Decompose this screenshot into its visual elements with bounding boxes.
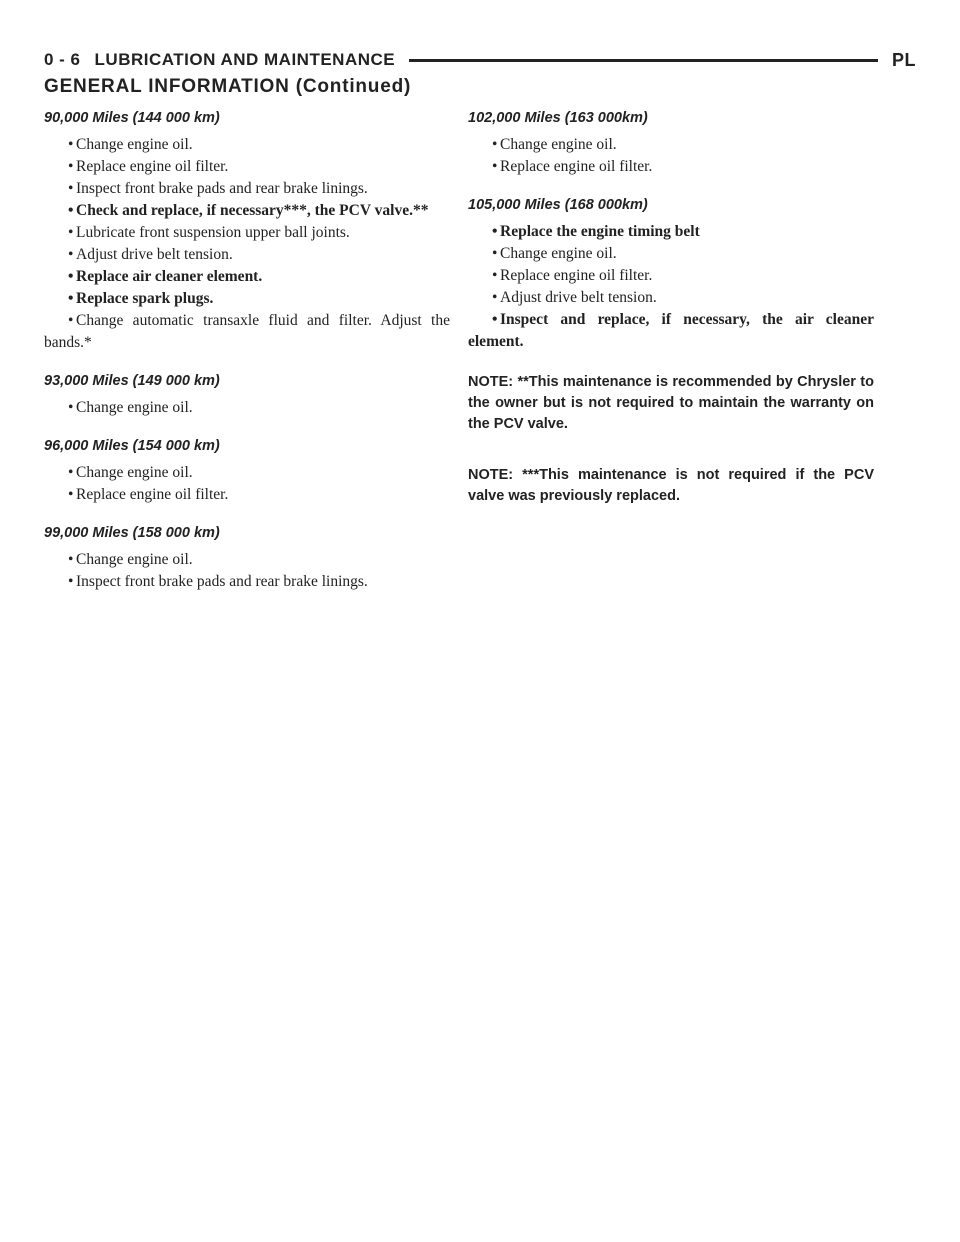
mileage-interval-block	[44, 110, 450, 354]
chapter-title: LUBRICATION AND MAINTENANCE	[94, 50, 396, 69]
left-column	[44, 110, 450, 612]
model-code: PL	[891, 49, 916, 70]
maintenance-item: • Change engine oil.	[44, 134, 450, 156]
section-title: GENERAL INFORMATION (Continued)	[44, 76, 412, 97]
interval-heading: 96,000 Miles (154 000 km)	[44, 438, 220, 454]
maintenance-item: • Replace engine oil filter.	[468, 265, 874, 287]
maintenance-item: • Inspect front brake pads and rear brake linings.	[44, 571, 450, 593]
maintenance-list	[468, 221, 874, 353]
maintenance-item: • Replace engine oil filter.	[44, 484, 450, 506]
maintenance-list	[44, 397, 450, 419]
mileage-interval-block	[44, 525, 450, 593]
maintenance-item: • Change engine oil.	[468, 243, 874, 265]
mileage-interval-block	[44, 438, 450, 506]
right-column	[468, 110, 874, 522]
maintenance-list	[44, 462, 450, 506]
maintenance-item: • Inspect and replace, if necessary, the air cleaner element.	[468, 309, 874, 353]
maintenance-item: • Change engine oil.	[44, 397, 450, 419]
maintenance-item: • Replace engine oil filter.	[468, 156, 874, 178]
maintenance-item: • Adjust drive belt tension.	[44, 244, 450, 266]
maintenance-item: • Replace air cleaner element.	[44, 266, 450, 288]
interval-heading: 105,000 Miles (168 000km)	[468, 197, 648, 213]
mileage-interval-block	[468, 110, 874, 178]
maintenance-item: • Adjust drive belt tension.	[468, 287, 874, 309]
header-rule	[409, 59, 878, 62]
maintenance-item: • Replace the engine timing belt	[468, 221, 874, 243]
maintenance-item: • Lubricate front suspension upper ball joints.	[44, 222, 450, 244]
maintenance-list	[468, 134, 874, 178]
note-paragraph: NOTE: ***This maintenance is not required if the PCV valve was previously replaced.	[468, 467, 874, 504]
mileage-interval-block	[468, 197, 874, 353]
maintenance-item: • Change engine oil.	[44, 462, 450, 484]
note-paragraph: NOTE: **This maintenance is recommended by Chrysler to the owner but is not required to maintain the warranty on the PCV valve.	[468, 374, 874, 432]
maintenance-item: • Change engine oil.	[468, 134, 874, 156]
maintenance-item: • Check and replace, if necessary***, the PCV valve.**	[44, 200, 450, 222]
interval-heading: 90,000 Miles (144 000 km)	[44, 110, 220, 126]
interval-heading: 99,000 Miles (158 000 km)	[44, 525, 220, 541]
right-interval-blocks	[468, 110, 874, 353]
maintenance-item: • Change engine oil.	[44, 549, 450, 571]
mileage-interval-block	[44, 373, 450, 419]
maintenance-item: • Change automatic transaxle fluid and filter. Adjust the bands.*	[44, 310, 450, 354]
interval-heading: 93,000 Miles (149 000 km)	[44, 373, 220, 389]
maintenance-item: • Inspect front brake pads and rear brake linings.	[44, 178, 450, 200]
notes	[468, 372, 874, 507]
maintenance-item: • Replace spark plugs.	[44, 288, 450, 310]
page-number: 0 - 6	[44, 50, 81, 69]
maintenance-item: • Replace engine oil filter.	[44, 156, 450, 178]
maintenance-list	[44, 549, 450, 593]
maintenance-list	[44, 134, 450, 354]
interval-heading: 102,000 Miles (163 000km)	[468, 110, 648, 126]
page-header	[44, 44, 916, 76]
